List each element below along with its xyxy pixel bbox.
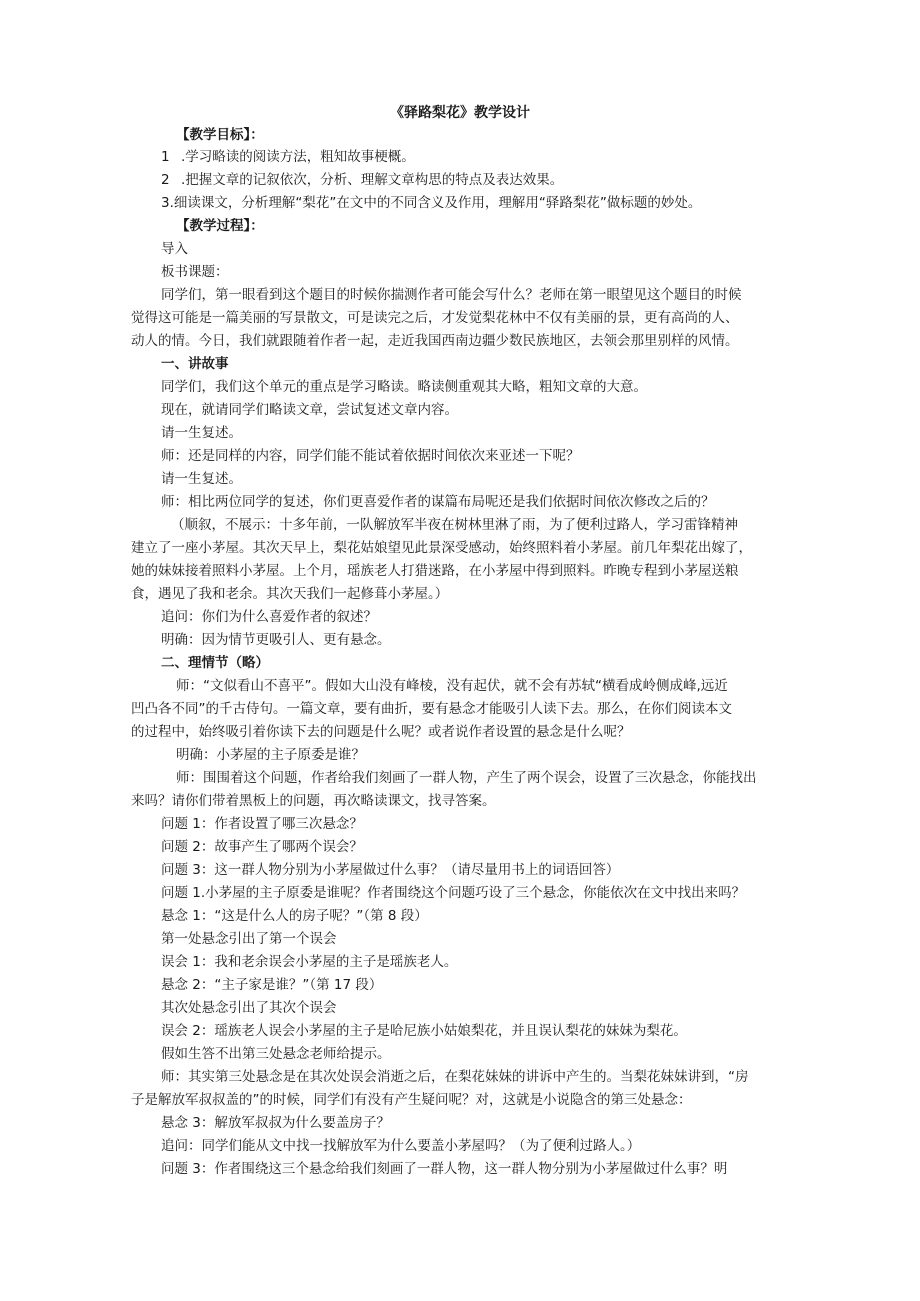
paragraph-line: 请一生复述。 [161, 471, 242, 487]
paragraph-line: 师：其实第三处悬念是在其次处误会消逝之后，在梨花妹妹的讲诉中产生的。当梨花妹妹讲到，“房 [161, 1069, 749, 1085]
goals-heading: 【教学目标】： [176, 127, 264, 143]
paragraph-line: 子是解放军叔叔盖的”的时候，同学们有没有产生疑问呢？对，这就是小说隐含的第三处悬念： [131, 1092, 692, 1108]
process-heading: 【教学过程】： [176, 218, 264, 234]
paragraph-line: 凹凸各不同”的千古侍句。一篇文章，要有曲折，要有悬念才能吸引人读下去。那么，在你们阅读本文 [131, 701, 732, 717]
paragraph-line: 来吗？请你们带着黑板上的问题，再次略读课文，找寻答案。 [131, 793, 496, 809]
board-title-label: 板书课题： [161, 264, 229, 280]
paragraph-line: 问题 3：作者围绕这三个悬念给我们刻画了一群人物，这一群人物分别为小茅屋做过什么事？明 [161, 1161, 728, 1177]
paragraph-line: 的过程中，始终吸引着你读下去的问题是什么呢？或者说作者设置的悬念是什么呢？ [131, 724, 631, 740]
paragraph-line: 悬念 2：“主子家是谁？”（第 17 段） [161, 977, 383, 993]
goal-number: 1 [161, 149, 170, 165]
intro-label: 导入 [161, 241, 188, 257]
goal-number: 2 [161, 172, 170, 188]
paragraph-line: 其次处悬念引出了其次个误会 [161, 1000, 337, 1016]
question-line: 问题 3：这一群人物分别为小茅屋做过什么事？（请尽量用书上的词语回答） [161, 862, 620, 878]
goal-item-3: 3.细读课文，分析理解“梨花”在文中的不同含义及作用，理解用“驿路梨花”做标题的妙处。 [161, 195, 702, 211]
paragraph-line: 假如生答不出第三处悬念老师给提示。 [161, 1046, 391, 1062]
question-line: 问题 1：作者设置了哪三次悬念？ [161, 816, 363, 832]
paragraph-line: 师：围围着这个问题，作者给我们刻画了一群人物，产生了两个误会，设置了三次悬念，你能找出 [176, 770, 757, 786]
paragraph-line: 第一处悬念引出了第一个误会 [161, 931, 337, 947]
section-heading-1: 一、讲故事 [161, 356, 229, 372]
paragraph-line: 师：“文似看山不喜平”。假如大山没有峰棱，没有起伏，就不会有苏轼“横看成岭侧成峰,远近 [176, 678, 728, 694]
paragraph-line: 误会 1：我和老余误会小茅屋的主子是瑶族老人。 [161, 954, 458, 970]
paragraph-line: （顺叙，不展示：十多年前，一队解放军半夜在树林里淋了雨，为了便利过路人，学习雷锋精神 [171, 517, 738, 533]
paragraph-line: 明确：小茅屋的主子原委是谁？ [176, 747, 365, 763]
paragraph-line: 觉得这可能是一篇美丽的写景散文，可是读完之后，才发觉梨花林中不仅有美丽的景，更有高尚的人、 [131, 310, 739, 326]
paragraph-line: 动人的情。今日，我们就跟随着作者一起，走近我国西南边疆少数民族地区，去领会那里别样的风情。 [131, 333, 739, 349]
paragraph-line: 师：相比两位同学的复述，你们更喜爱作者的谋篇布局呢还是我们依据时间依次修改之后的？ [161, 494, 715, 510]
paragraph-line: 追问：同学们能从文中找一找解放军为什么要盖小茅屋吗？（为了便利过路人。） [161, 1138, 641, 1154]
paragraph-line: 现在，就请同学们略读文章，尝试复述文章内容。 [161, 402, 458, 418]
paragraph-line: 食，遇见了我和老余。其次天我们一起修葺小茅屋。） [131, 586, 449, 602]
paragraph-line: 明确：因为情节更吸引人、更有悬念。 [161, 632, 391, 648]
goal-text: .学习略读的阅读方法，粗知故事梗概。 [181, 149, 415, 165]
goal-item-1 [161, 146, 415, 168]
section-heading-2: 二、理情节（略） [161, 655, 269, 671]
paragraph-line: 追问：你们为什么喜爱作者的叙述？ [161, 609, 377, 625]
paragraph-line: 建立了一座小茅屋。其次天早上，梨花姑娘望见此景深受感动，始终照料着小茅屋。前几年梨花出嫁了， [131, 540, 752, 556]
paragraph-line: 她的妹妹接着照料小茅屋。上个月，瑶族老人打猎迷路，在小茅屋中得到照料。昨晚专程到小茅屋送粮 [131, 563, 739, 579]
paragraph-line: 请一生复述。 [161, 425, 242, 441]
page-title: 《驿路梨花》教学设计 [390, 105, 530, 121]
goal-item-2 [161, 169, 563, 191]
paragraph-line: 悬念 1：“这是什么人的房子呢？”（第 8 段） [161, 908, 428, 924]
paragraph-line: 悬念 3：解放军叔叔为什么要盖房子？ [161, 1115, 390, 1131]
paragraph-line: 误会 2：瑶族老人误会小茅屋的主子是哈尼族小姑娘梨花，并且误认梨花的妹妹为梨花。 [161, 1023, 687, 1039]
paragraph-line: 同学们，第一眼看到这个题目的时候你揣测作者可能会写什么？老师在第一眼望见这个题目的时候 [161, 287, 742, 303]
goal-text: .把握文章的记叙依次，分析、理解文章构思的特点及表达效果。 [181, 172, 564, 188]
paragraph-line: 同学们，我们这个单元的重点是学习略读。略读侧重观其大略，粗知文章的大意。 [161, 379, 647, 395]
paragraph-line: 师：还是同样的内容，同学们能不能试着依据时间依次来亚述一下呢？ [161, 448, 580, 464]
question-line: 问题 2：故事产生了哪两个误会？ [161, 839, 363, 855]
paragraph-line: 问题 1.小茅屋的主子原委是谁呢？作者围绕这个问题巧设了三个悬念，你能依次在文中找出来吗？ [161, 885, 746, 901]
